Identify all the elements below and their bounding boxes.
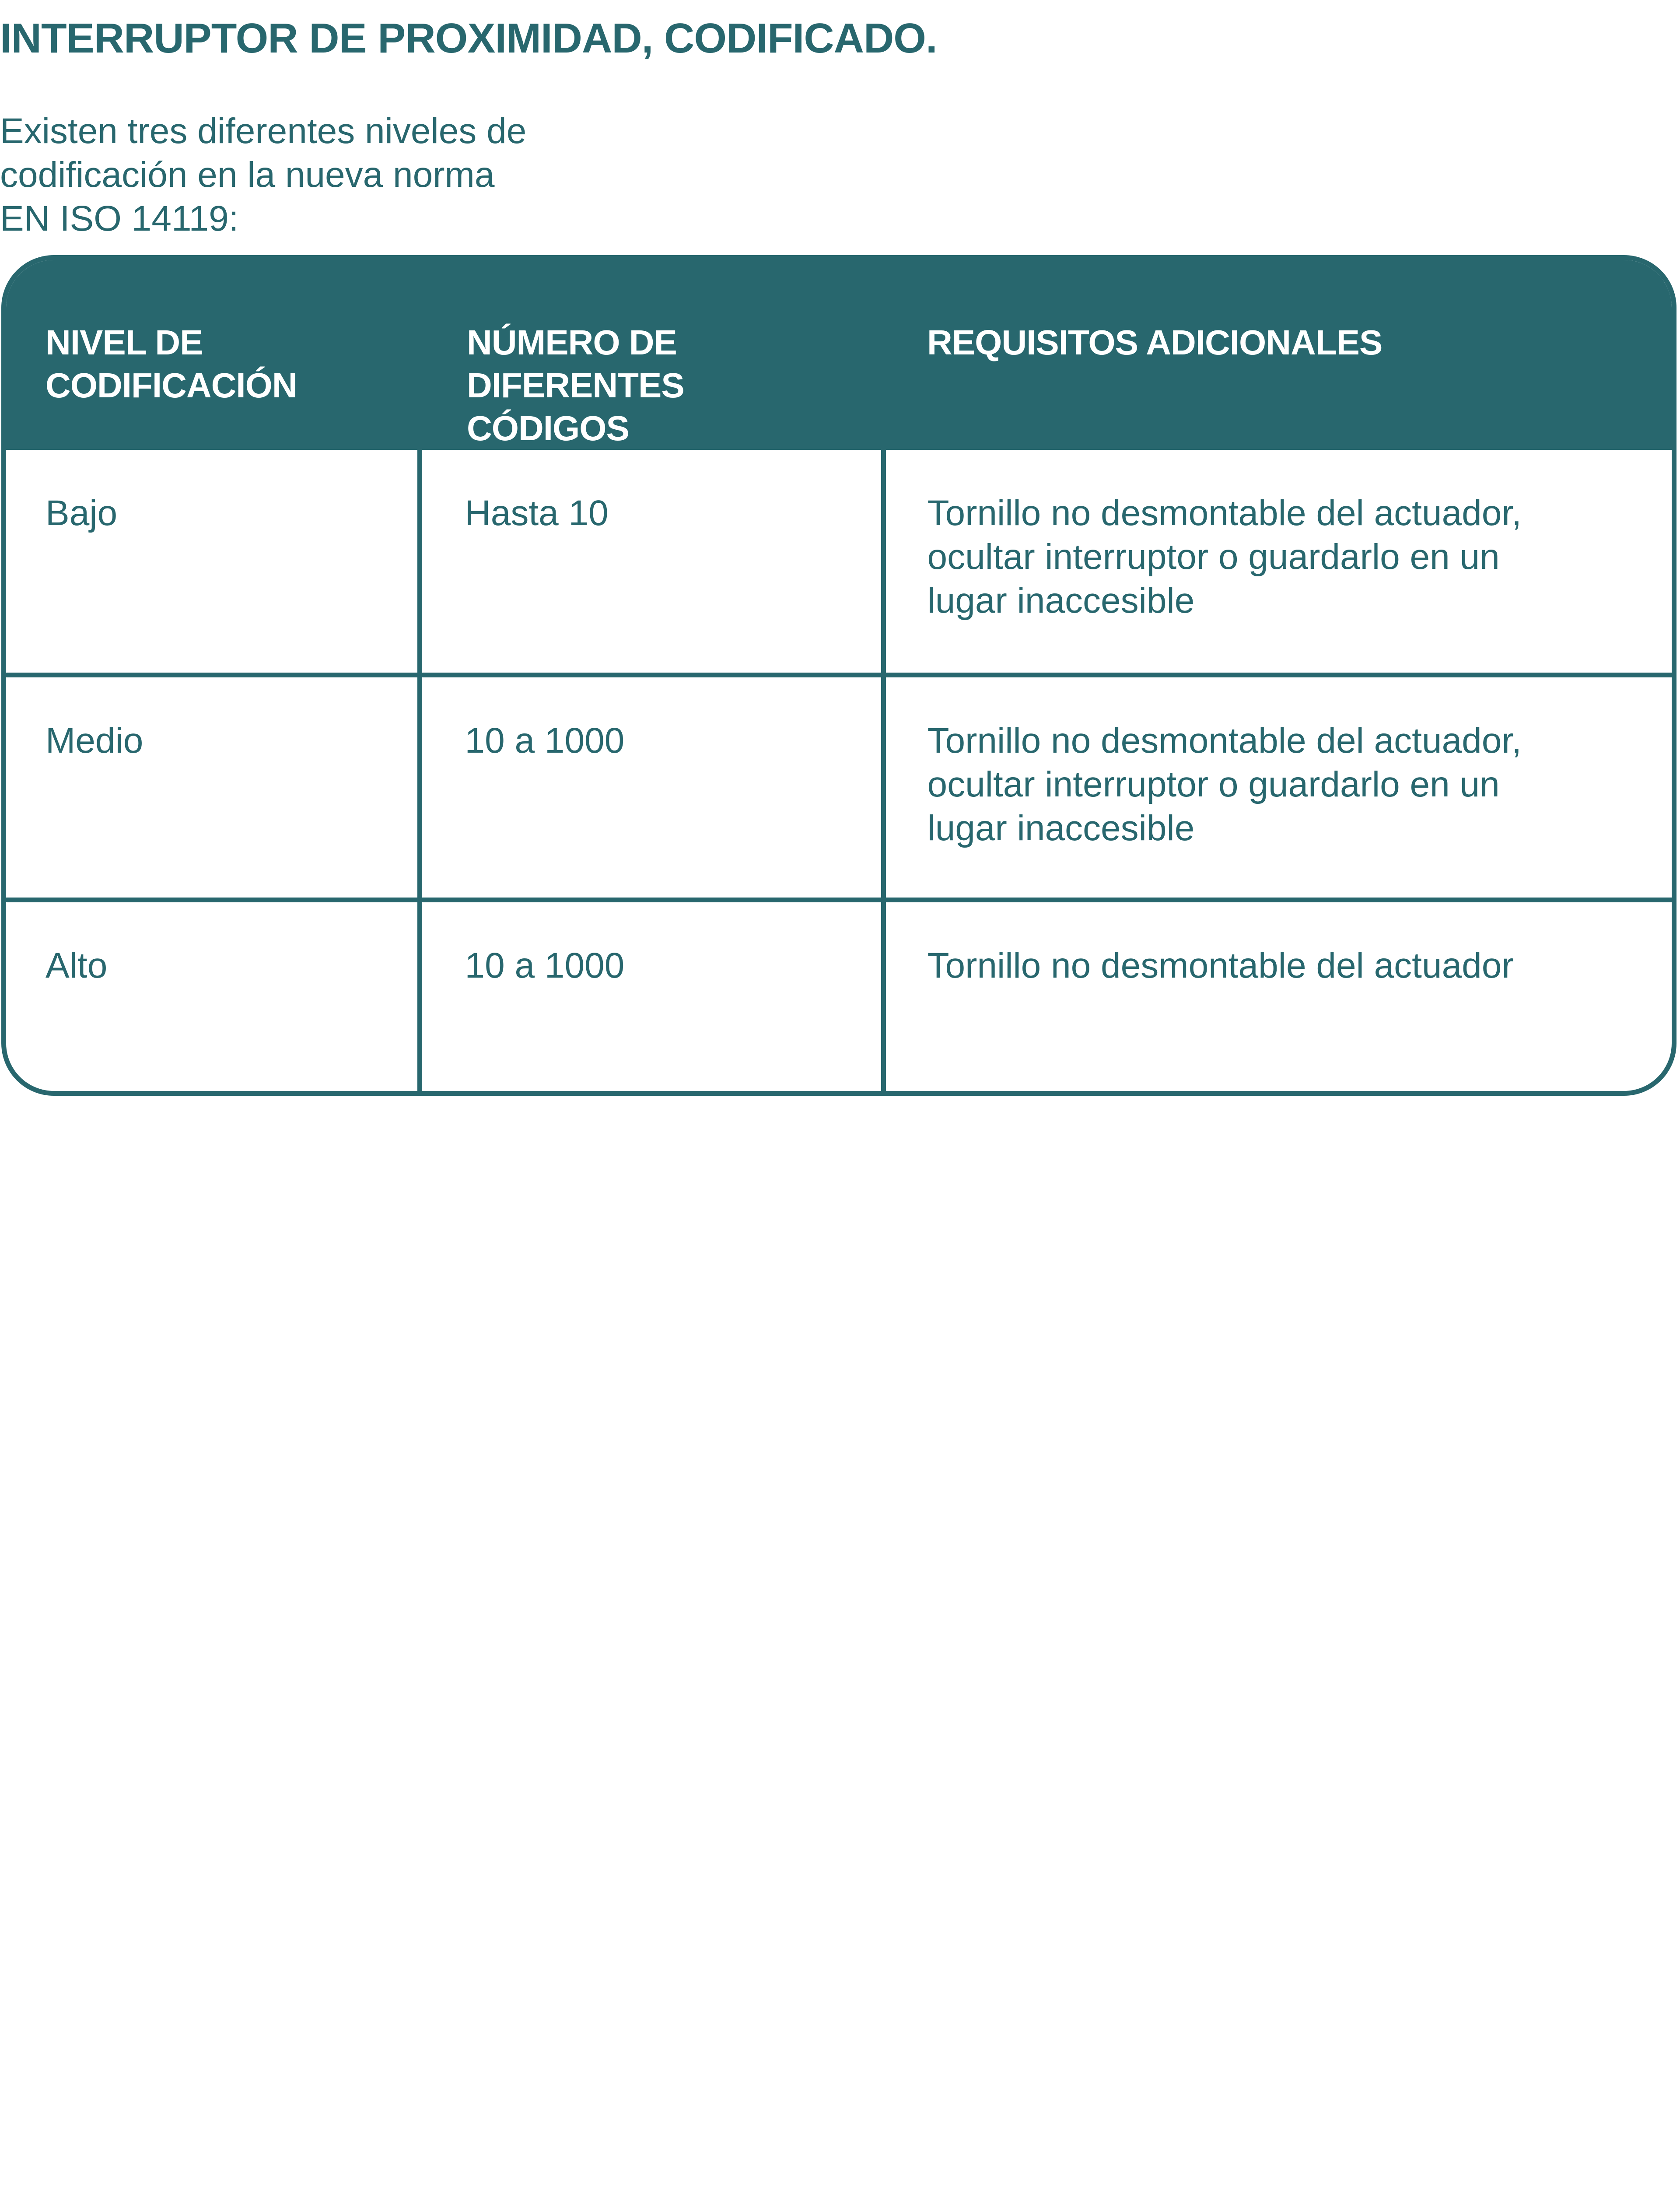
cell-level: Medio: [6, 675, 420, 900]
intro-line-3: EN ISO 14119:: [0, 199, 239, 238]
header-row: [6, 260, 1672, 450]
table-row: [6, 675, 1672, 900]
header-additional-requirements: [883, 260, 1672, 450]
cell-level: Bajo: [46, 493, 118, 533]
header-additional-requirements-line-1: REQUISITOS ADICIONALES: [927, 323, 1382, 362]
intro-text: [0, 109, 656, 241]
table-header: [6, 260, 1672, 450]
page-title: INTERRUPTOR DE PROXIMIDAD, CODIFICADO.: [0, 15, 937, 62]
header-code-count-line-2: CÓDIGOS: [467, 409, 629, 448]
header-coding-level-line-1: NIVEL DE: [46, 323, 203, 362]
header-code-count: [420, 260, 883, 450]
coding-table: [6, 260, 1672, 1096]
header-coding-level: [6, 260, 420, 450]
table-row: [6, 450, 1672, 675]
header-coding-level-line-2: CODIFICACIÓN: [46, 366, 297, 405]
header-code-count-line-1: NÚMERO DE DIFERENTES: [467, 323, 684, 405]
cell-codes: 10 a 1000: [420, 675, 883, 900]
intro-line-2: codificación en la nueva norma: [0, 155, 495, 195]
cell-level: Alto: [6, 900, 420, 1096]
cell-requirements: Tornillo no desmontable del actuador, ocultar interruptor o guardarlo en un lugar inaccesible: [883, 675, 1672, 900]
cell-codes: 10 a 1000: [420, 900, 883, 1096]
table-row: [6, 900, 1672, 1096]
cell-codes: Hasta 10: [420, 450, 883, 675]
table-body: [6, 450, 1672, 1096]
cell-requirements: Tornillo no desmontable del actuador: [883, 900, 1672, 1096]
cell-requirements: Tornillo no desmontable del actuador, ocultar interruptor o guardarlo en un lugar inaccesible: [883, 450, 1672, 675]
intro-line-1: Existen tres diferentes niveles de: [0, 111, 527, 151]
coding-levels-table: [1, 255, 1676, 1096]
